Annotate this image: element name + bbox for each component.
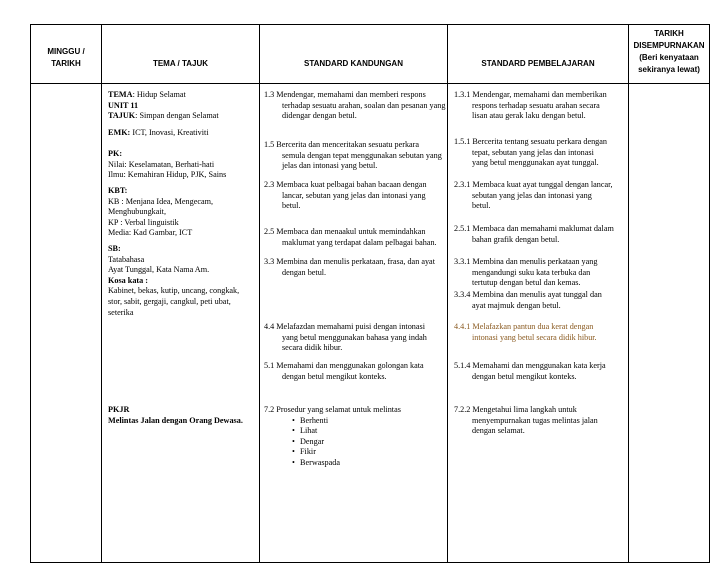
pkjr-title: Melintas Jalan dengan Orang Dewasa. bbox=[108, 415, 243, 425]
column-divider-2 bbox=[259, 24, 260, 563]
sk-3-3: 3.3 Membina dan menulis perkataan, frasa, dan ayat dengan betul. bbox=[264, 257, 435, 277]
header-standard-kandungan: STANDARD KANDUNGAN bbox=[304, 59, 403, 68]
sk-7-2: 7.2 Prosedur yang selamat untuk melintas • Berhenti • Lihat • Dengar • Fikir • Berwaspada bbox=[264, 405, 401, 469]
sp-2-3-1: 2.3.1 Membaca kuat ayat tunggal dengan lancar, sebutan yang jelas dan intonasi yang betul. bbox=[454, 180, 613, 211]
kosa-kata-label: Kosa kata : bbox=[108, 275, 149, 285]
langkah-list bbox=[264, 416, 401, 469]
kbt-block: KBT: KB : Menjana Idea, Mengecam, Menghubungkait, KP : Verbal linguistik Media: Kad Gambar, ICT bbox=[108, 186, 214, 238]
pk-nilai: Nilai: Keselamatan, Berhati-hati bbox=[108, 159, 215, 169]
sb-block: SB: Tatabahasa Ayat Tunggal, Kata Nama Am. Kosa kata : Kabinet, bekas, kutip, uncang, congkak, stor, sabit, gergaji, cangkul, peti ubat, seterika bbox=[108, 244, 240, 317]
sk-1-3: 1.3 Mendengar, memahami dan memberi respons terhadap sesuatu arahan, soalan dan pesanan yang didengar dengan betul. bbox=[264, 90, 446, 121]
column-divider-1 bbox=[101, 24, 102, 563]
sp-5-1-4: 5.1.4 Memahami dan menggunakan kata kerja dengan betul mengikut konteks. bbox=[454, 361, 606, 381]
sb-label: SB: bbox=[108, 244, 121, 253]
emk-value: ICT, Inovasi, Kreativiti bbox=[130, 128, 209, 137]
sp-7-2-2: 7.2.2 Mengetahui lima langkah untuk menyempurnakan tugas melintas jalan dengan selamat. bbox=[454, 405, 598, 436]
column-divider-3 bbox=[447, 24, 448, 563]
sk-2-3: 2.3 Membaca kuat pelbagai bahan bacaan dengan lancar, sebutan yang jelas dan intonasi yang betul. bbox=[264, 180, 427, 211]
pkjr-block bbox=[108, 405, 243, 426]
header-tema-tajuk: TEMA / TAJUK bbox=[152, 59, 209, 68]
list-item: • Berhenti bbox=[292, 416, 401, 427]
list-item: • Berwaspada bbox=[292, 458, 401, 469]
tema-label: TEMA bbox=[108, 90, 133, 99]
emk-block bbox=[108, 128, 209, 139]
kbt-label: KBT: bbox=[108, 186, 128, 195]
column-divider-4 bbox=[628, 24, 629, 563]
tema-value: : Hidup Selamat bbox=[132, 90, 186, 99]
emk-label: EMK: bbox=[108, 128, 131, 137]
tajuk-label: TAJUK bbox=[108, 111, 136, 121]
pk-label: PK: bbox=[108, 149, 123, 158]
table-header-divider bbox=[30, 83, 710, 84]
pk-ilmu: Ilmu: Kemahiran Hidup, PJK, Sains bbox=[108, 170, 227, 180]
sp-3-3-4: 3.3.4 Membina dan menulis ayat tunggal dan ayat majmuk dengan betul. bbox=[454, 290, 602, 310]
sk-2-5: 2.5 Membaca dan menaakul untuk memindahkan maklumat yang terdapat dalam pelbagai bahan. bbox=[264, 227, 437, 247]
sk-5-1: 5.1 Memahami dan menggunakan golongan kata dengan betul mengikut konteks. bbox=[264, 361, 424, 381]
header-standard-pembelajaran: STANDARD PEMBELAJARAN bbox=[481, 59, 595, 68]
list-item: • Dengar bbox=[292, 437, 401, 448]
sp-3-3-1: 3.3.1 Membina dan menulis perkataan yang mengandungi suku kata terbuka dan tertutup dengan betul dan kemas. bbox=[454, 257, 598, 288]
header-minggu: MINGGU / bbox=[47, 47, 85, 56]
sp-1-5-1: 1.5.1 Bercerita tentang sesuatu perkara dengan tepat, sebutan yang jelas dan intonasi yang betul menggunakan ayat tunggal. bbox=[454, 137, 607, 168]
sp-1-3-1: 1.3.1 Mendengar, memahami dan memberikan respons terhadap sesuatu arahan secara lisan atau gerak laku dengan betul. bbox=[454, 90, 607, 121]
tema-block bbox=[108, 90, 219, 122]
unit-label: UNIT 11 bbox=[108, 100, 139, 110]
sp-2-5-1: 2.5.1 Membaca dan memahami maklumat dalam bahan grafik dengan betul. bbox=[454, 224, 614, 244]
sp-4-4-1: 4.4.1 Melafazkan pantun dua kerat dengan intonasi yang betul secara didik hibur. bbox=[454, 322, 597, 342]
pk-block bbox=[108, 149, 226, 181]
list-item: • Fikir bbox=[292, 447, 401, 458]
table-border-left bbox=[30, 24, 31, 563]
tajuk-value: : Simpan dengan Selamat bbox=[135, 111, 219, 121]
pkjr-label: PKJR bbox=[108, 405, 130, 414]
sk-4-4: 4.4 Melafazdan memahami puisi dengan intonasi yang betul menggunakan bahasa yang indah secara didik hibur. bbox=[264, 322, 427, 353]
header-minggu-tarikh bbox=[31, 46, 101, 70]
list-item: • Lihat bbox=[292, 426, 401, 437]
header-tarikh: TARIKH bbox=[51, 59, 81, 68]
sk-1-5: 1.5 Bercerita dan menceritakan sesuatu perkara semula dengan tepat menggunakan sebutan yang jelas dan intonasi yang betul. bbox=[264, 140, 442, 171]
table-border-top bbox=[30, 24, 710, 25]
table-border-right bbox=[709, 24, 710, 563]
header-tarikh-disempurnakan: TARIKH DISEMPURNAKAN (Beri kenyataan sekiranya lewat) bbox=[633, 29, 705, 74]
